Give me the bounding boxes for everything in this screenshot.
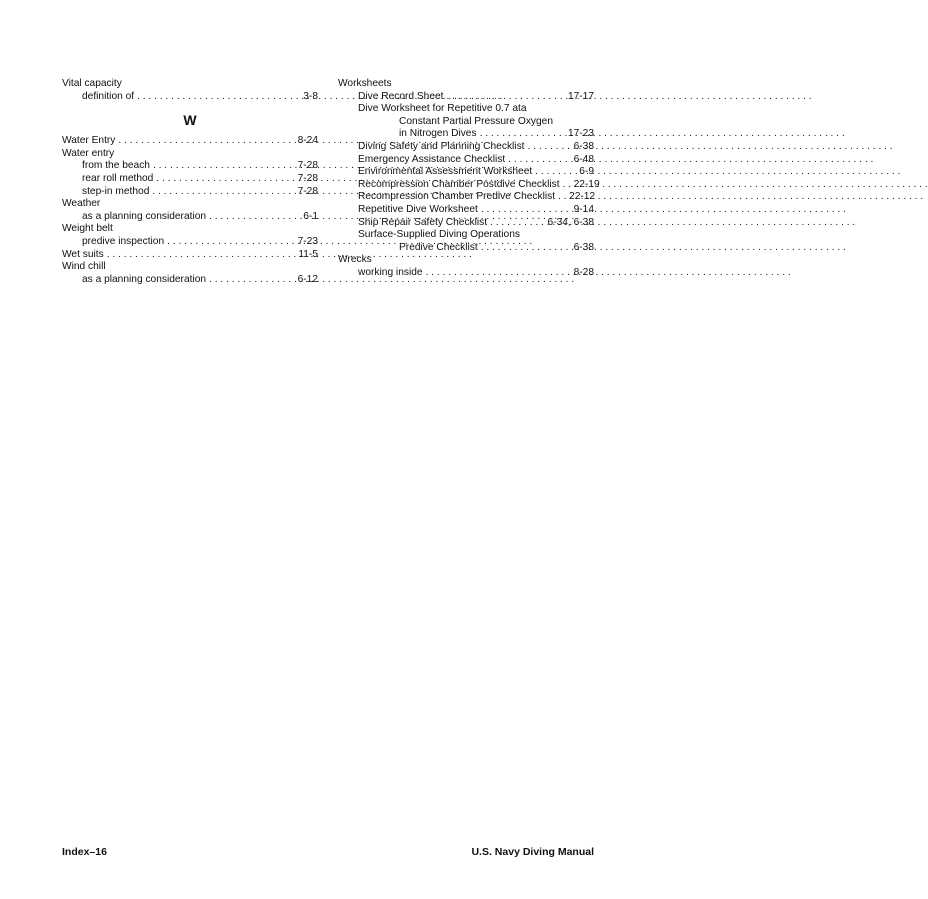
entry-page: 6-48: [573, 153, 594, 165]
entry-page: 22-12: [569, 191, 596, 203]
entry-label: Ship Repair Safety Checklist: [358, 216, 488, 228]
index-heading: Weight belt: [62, 223, 113, 235]
entry-label: as a planning consideration: [82, 210, 207, 222]
entry-page: 6-9: [579, 166, 594, 178]
index-entry: [338, 154, 594, 167]
section-letter: W: [183, 112, 197, 129]
entry-label: Water Entry: [62, 135, 116, 147]
entry-page: 11-5: [298, 248, 318, 260]
entry-page: 6-38: [573, 241, 594, 253]
entry-page: 17-17: [567, 90, 594, 102]
index-entry: [338, 166, 594, 179]
index-entry: [62, 160, 318, 173]
entry-label: in Nitrogen Dives: [399, 128, 477, 140]
index-heading: Weather: [62, 198, 101, 210]
index-column-right: [338, 78, 600, 280]
entry-page: 8-28: [573, 266, 594, 278]
index-entry: [338, 178, 600, 192]
entry-page: 6-38: [573, 140, 594, 152]
entry-label: Recompression Chamber Postdive Checklist: [358, 178, 560, 190]
index-entry: [338, 217, 594, 230]
index-entry: [338, 191, 594, 204]
index-entry: [338, 267, 594, 280]
entry-page: 6-1: [303, 210, 318, 222]
index-heading: Water entry: [62, 147, 115, 159]
index-entry: [62, 186, 318, 199]
entry-label: Wet suits: [62, 248, 104, 260]
entry-page: 6-34, 6-38: [547, 216, 594, 228]
index-entry: [338, 91, 594, 104]
index-entry: [338, 242, 594, 255]
entry-label: working inside: [358, 266, 423, 278]
index-entry: [62, 211, 318, 224]
entry-label: Environmental Assessment Worksheet: [358, 166, 533, 178]
entry-page: 22-19: [573, 178, 600, 190]
entry-page: 7-28: [297, 160, 318, 172]
index-heading: Wind chill: [62, 261, 106, 273]
index-heading: Vital capacity: [62, 78, 122, 89]
index-entry: [62, 249, 318, 262]
entry-page: 8-24: [297, 135, 318, 147]
index-entry: [62, 236, 318, 249]
footer-page-label: Index–16: [62, 846, 107, 858]
entry-page: 7-23: [297, 235, 318, 247]
entry-page: 7-28: [297, 172, 318, 184]
entry-page: 9-14: [573, 203, 594, 215]
entry-label: Dive Record Sheet: [358, 90, 444, 102]
entry-label: from the beach: [82, 160, 150, 172]
entry-label: rear roll method: [82, 172, 154, 184]
index-entry: [338, 204, 594, 217]
entry-label: Recompression Chamber Predive Checklist: [358, 191, 556, 203]
entry-label: definition of: [82, 90, 135, 102]
entry-label: Predive Checklist: [399, 241, 478, 253]
index-heading: Worksheets: [338, 78, 392, 89]
index-heading: Wrecks: [338, 254, 372, 266]
entry-label: Diving Safety and Planning Checklist: [358, 140, 525, 152]
index-entry: [62, 274, 318, 287]
index-entry: [62, 173, 318, 186]
entry-label: predive inspection: [82, 235, 165, 247]
entry-label: Emergency Assistance Checklist: [358, 153, 506, 165]
index-entry: [338, 128, 594, 141]
entry-page: 7-28: [297, 185, 318, 197]
entry-page: 6-12: [297, 273, 318, 285]
entry-page: 3-8: [303, 90, 318, 102]
index-entry: [62, 91, 318, 104]
entry-label: as a planning consideration: [82, 273, 207, 285]
entry-page: 17-23: [567, 128, 594, 140]
index-entry: [338, 141, 594, 154]
index-subheading: Dive Worksheet for Repetitive 0.7 ata: [358, 103, 527, 115]
index-entry: [62, 135, 318, 148]
index-subheading: Constant Partial Pressure Oxygen: [399, 115, 554, 127]
index-column-left: [62, 78, 318, 286]
index-subheading: Surface-Supplied Diving Operations: [358, 229, 520, 241]
entry-label: Repetitive Dive Worksheet: [358, 203, 478, 215]
footer-manual-title: U.S. Navy Diving Manual: [471, 846, 594, 858]
entry-label: step-in method: [82, 185, 150, 197]
